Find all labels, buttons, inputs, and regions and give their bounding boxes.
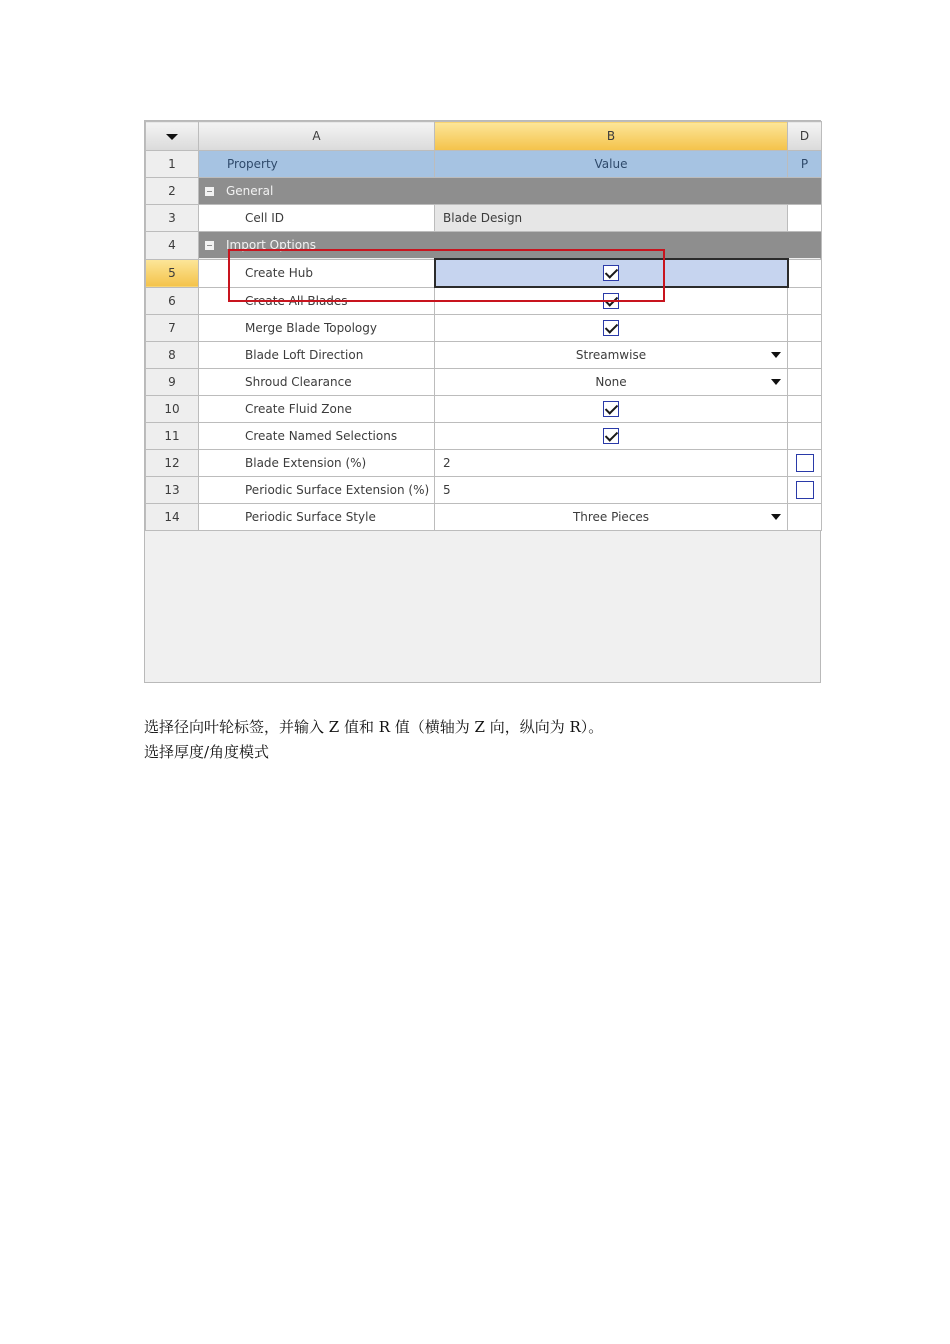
p-cell xyxy=(788,396,822,423)
table-row xyxy=(146,315,822,342)
column-header-a[interactable]: A xyxy=(199,122,435,151)
blade-loft-direction-select[interactable] xyxy=(435,342,788,369)
row-number[interactable]: 12 xyxy=(146,450,199,477)
p-cell xyxy=(788,369,822,396)
group-row-general xyxy=(146,178,822,205)
dropdown-arrow-icon[interactable] xyxy=(771,379,781,385)
create-named-selections-label: Create Named Selections xyxy=(199,423,435,450)
p-cell xyxy=(788,423,822,450)
table-row xyxy=(146,477,822,504)
collapse-icon[interactable] xyxy=(205,241,214,250)
create-all-blades-label: Create All Blades xyxy=(199,287,435,315)
group-label: Import Options xyxy=(226,238,316,252)
group-row-import-options xyxy=(146,232,822,260)
row-number[interactable]: 7 xyxy=(146,315,199,342)
collapse-icon[interactable] xyxy=(205,187,214,196)
create-hub-checkbox[interactable] xyxy=(603,265,619,281)
row-number[interactable]: 4 xyxy=(146,232,199,260)
table-row xyxy=(146,342,822,369)
column-header-d[interactable]: D xyxy=(788,122,822,151)
create-named-selections-checkbox[interactable] xyxy=(603,428,619,444)
blade-loft-direction-value: Streamwise xyxy=(575,348,647,362)
table-row xyxy=(146,369,822,396)
shroud-clearance-label: Shroud Clearance xyxy=(199,369,435,396)
row-number[interactable]: 5 xyxy=(146,259,199,287)
properties-table xyxy=(145,121,822,531)
group-label: General xyxy=(226,184,274,198)
shroud-clearance-select[interactable] xyxy=(435,369,788,396)
shroud-clearance-value: None xyxy=(595,375,627,389)
row-number[interactable]: 1 xyxy=(146,151,199,178)
caption-line-1: 选择径向叶轮标签，并输入 Z 值和 R 值（横轴为 Z 向，纵向为 R）。 xyxy=(144,718,604,736)
blade-loft-direction-label: Blade Loft Direction xyxy=(199,342,435,369)
p-cell xyxy=(788,315,822,342)
cell-id-label: Cell ID xyxy=(199,205,435,232)
property-column-label: Property xyxy=(199,151,435,178)
periodic-surface-extension-input[interactable]: 5 xyxy=(435,477,788,504)
merge-blade-topology-label: Merge Blade Topology xyxy=(199,315,435,342)
p-cell xyxy=(788,342,822,369)
p-cell xyxy=(788,504,822,531)
table-row xyxy=(146,504,822,531)
create-hub-label: Create Hub xyxy=(199,259,435,287)
table-row xyxy=(146,396,822,423)
create-hub-value[interactable] xyxy=(435,259,788,287)
row-number[interactable]: 9 xyxy=(146,369,199,396)
dropdown-arrow-icon[interactable] xyxy=(771,514,781,520)
table-row xyxy=(146,450,822,477)
periodic-surface-style-label: Periodic Surface Style xyxy=(199,504,435,531)
periodic-surface-extension-label: Periodic Surface Extension (%) xyxy=(199,477,435,504)
table-row xyxy=(146,151,822,178)
p-cell xyxy=(788,450,822,477)
properties-grid xyxy=(144,120,821,683)
table-row xyxy=(146,259,822,287)
group-header-general[interactable] xyxy=(199,178,822,205)
p-cell xyxy=(788,205,822,232)
periodic-surface-extension-parameter-checkbox[interactable] xyxy=(796,481,814,499)
caption-line-2: 选择厚度/角度模式 xyxy=(144,743,270,761)
create-fluid-zone-label: Create Fluid Zone xyxy=(199,396,435,423)
periodic-surface-style-select[interactable] xyxy=(435,504,788,531)
row-number[interactable]: 3 xyxy=(146,205,199,232)
p-cell xyxy=(788,259,822,287)
column-header-row xyxy=(146,122,822,151)
row-number[interactable]: 6 xyxy=(146,287,199,315)
blade-extension-label: Blade Extension (%) xyxy=(199,450,435,477)
p-cell xyxy=(788,477,822,504)
row-number[interactable]: 11 xyxy=(146,423,199,450)
create-fluid-zone-value[interactable] xyxy=(435,396,788,423)
create-fluid-zone-checkbox[interactable] xyxy=(603,401,619,417)
row-number[interactable]: 8 xyxy=(146,342,199,369)
p-column-label: P xyxy=(788,151,822,178)
row-number[interactable]: 2 xyxy=(146,178,199,205)
blade-extension-input[interactable]: 2 xyxy=(435,450,788,477)
merge-blade-topology-value[interactable] xyxy=(435,315,788,342)
group-header-import-options[interactable] xyxy=(199,232,822,260)
table-row xyxy=(146,287,822,315)
chevron-down-icon xyxy=(166,134,178,140)
row-number[interactable]: 10 xyxy=(146,396,199,423)
value-column-label: Value xyxy=(435,151,788,178)
blade-extension-parameter-checkbox[interactable] xyxy=(796,454,814,472)
create-all-blades-value[interactable] xyxy=(435,287,788,315)
cell-id-value: Blade Design xyxy=(435,205,788,232)
select-all-corner[interactable] xyxy=(146,122,199,151)
row-number[interactable]: 14 xyxy=(146,504,199,531)
p-cell xyxy=(788,287,822,315)
create-all-blades-checkbox[interactable] xyxy=(603,293,619,309)
table-row xyxy=(146,423,822,450)
create-named-selections-value[interactable] xyxy=(435,423,788,450)
row-number[interactable]: 13 xyxy=(146,477,199,504)
merge-blade-topology-checkbox[interactable] xyxy=(603,320,619,336)
table-row xyxy=(146,205,822,232)
dropdown-arrow-icon[interactable] xyxy=(771,352,781,358)
column-header-b[interactable]: B xyxy=(435,122,788,151)
periodic-surface-style-value: Three Pieces xyxy=(572,510,650,524)
